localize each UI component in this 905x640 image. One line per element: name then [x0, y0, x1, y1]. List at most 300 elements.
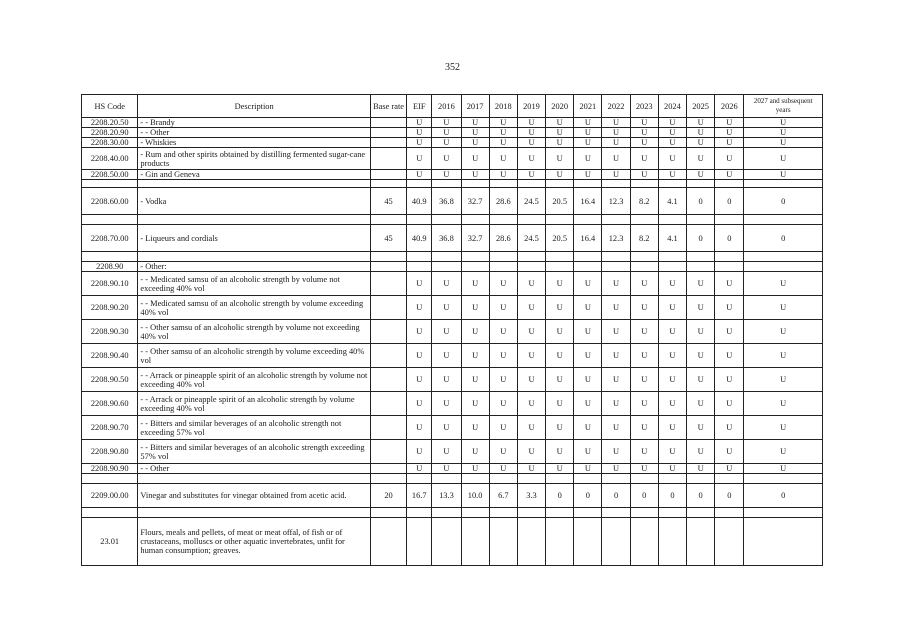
- rate-cell: U: [658, 138, 686, 148]
- rate-cell: U: [744, 272, 823, 296]
- rate-cell: U: [461, 118, 489, 128]
- rate-cell: [489, 180, 517, 188]
- rate-cell: U: [574, 118, 602, 128]
- rate-cell: U: [432, 272, 461, 296]
- rate-cell: U: [461, 344, 489, 368]
- rate-cell: [687, 518, 715, 566]
- rate-cell: [658, 518, 686, 566]
- column-header: 2026: [715, 95, 744, 118]
- rate-cell: U: [744, 344, 823, 368]
- rate-cell: 45: [370, 188, 406, 215]
- rate-cell: [432, 508, 461, 518]
- rate-cell: U: [715, 344, 744, 368]
- rate-cell: [546, 252, 574, 262]
- rate-cell: U: [546, 464, 574, 474]
- rate-cell: U: [517, 272, 545, 296]
- rate-cell: U: [630, 464, 658, 474]
- rate-cell: U: [432, 464, 461, 474]
- rate-cell: [407, 474, 432, 484]
- rate-cell: [489, 262, 517, 272]
- rate-cell: U: [461, 272, 489, 296]
- rate-cell: 0: [715, 225, 744, 252]
- rate-cell: [658, 180, 686, 188]
- rate-cell: 20.5: [546, 225, 574, 252]
- table-row: [82, 138, 823, 148]
- rate-cell: 16.4: [574, 188, 602, 215]
- rate-cell: U: [432, 416, 461, 440]
- rate-cell: [461, 215, 489, 225]
- table-row: [82, 392, 823, 416]
- rate-cell: U: [630, 128, 658, 138]
- rate-cell: U: [574, 464, 602, 474]
- rate-cell: U: [658, 392, 686, 416]
- rate-cell: U: [489, 392, 517, 416]
- rate-cell: [574, 262, 602, 272]
- rate-cell: 13.3: [432, 484, 461, 508]
- rate-cell: U: [744, 118, 823, 128]
- rate-cell: 8.2: [630, 225, 658, 252]
- rate-cell: [546, 180, 574, 188]
- rate-cell: [574, 518, 602, 566]
- rate-cell: [407, 518, 432, 566]
- rate-cell: [407, 262, 432, 272]
- rate-cell: U: [489, 464, 517, 474]
- rate-cell: U: [602, 138, 630, 148]
- rate-cell: U: [630, 392, 658, 416]
- description-cell: [138, 180, 371, 188]
- rate-cell: U: [407, 440, 432, 464]
- rate-cell: U: [489, 440, 517, 464]
- rate-cell: U: [461, 320, 489, 344]
- rate-cell: U: [432, 148, 461, 170]
- rate-cell: 0: [744, 188, 823, 215]
- rate-cell: U: [407, 128, 432, 138]
- rate-cell: 32.7: [461, 225, 489, 252]
- rate-cell: 0: [574, 484, 602, 508]
- hs-code-cell: 2208.90.20: [82, 296, 138, 320]
- column-header: 2024: [658, 95, 686, 118]
- rate-cell: [370, 138, 406, 148]
- rate-cell: U: [546, 118, 574, 128]
- rate-cell: U: [687, 320, 715, 344]
- rate-cell: U: [658, 128, 686, 138]
- rate-cell: U: [744, 392, 823, 416]
- rate-cell: U: [574, 392, 602, 416]
- rate-cell: 0: [744, 484, 823, 508]
- rate-cell: [687, 508, 715, 518]
- column-header: 2017: [461, 95, 489, 118]
- rate-cell: U: [715, 170, 744, 180]
- rate-cell: U: [658, 368, 686, 392]
- rate-cell: U: [489, 138, 517, 148]
- rate-cell: 0: [630, 484, 658, 508]
- hs-code-cell: 2208.30.00: [82, 138, 138, 148]
- rate-cell: U: [687, 440, 715, 464]
- rate-cell: U: [630, 296, 658, 320]
- rate-cell: 12.3: [602, 188, 630, 215]
- column-header: 2025: [687, 95, 715, 118]
- rate-cell: U: [602, 170, 630, 180]
- rate-cell: U: [715, 464, 744, 474]
- rate-cell: U: [432, 170, 461, 180]
- rate-cell: [407, 508, 432, 518]
- rate-cell: [370, 416, 406, 440]
- hs-code-cell: 2208.90.70: [82, 416, 138, 440]
- rate-cell: U: [546, 440, 574, 464]
- rate-cell: U: [432, 440, 461, 464]
- rate-cell: U: [546, 392, 574, 416]
- hs-code-cell: 2208.40.00: [82, 148, 138, 170]
- hs-code-cell: [82, 252, 138, 262]
- rate-cell: U: [602, 272, 630, 296]
- hs-code-cell: [82, 508, 138, 518]
- rate-cell: U: [461, 170, 489, 180]
- column-header: Base rate: [370, 95, 406, 118]
- rate-cell: U: [602, 440, 630, 464]
- rate-cell: U: [630, 148, 658, 170]
- rate-cell: [432, 518, 461, 566]
- rate-cell: U: [407, 272, 432, 296]
- table-row: [82, 416, 823, 440]
- rate-cell: U: [517, 392, 545, 416]
- description-cell: - - Other samsu of an alcoholic strength by volume exceeding 40% vol: [138, 344, 371, 368]
- rate-cell: [407, 180, 432, 188]
- rate-cell: [630, 262, 658, 272]
- hs-code-cell: 2208.90.60: [82, 392, 138, 416]
- rate-cell: [630, 252, 658, 262]
- rate-cell: U: [546, 128, 574, 138]
- rate-cell: U: [517, 440, 545, 464]
- rate-cell: U: [546, 170, 574, 180]
- rate-cell: [744, 262, 823, 272]
- rate-cell: [630, 508, 658, 518]
- rate-cell: [461, 508, 489, 518]
- rate-cell: U: [407, 148, 432, 170]
- rate-cell: 0: [546, 484, 574, 508]
- table-row: [82, 262, 823, 272]
- description-cell: - Vodka: [138, 188, 371, 215]
- rate-cell: [370, 474, 406, 484]
- rate-cell: U: [489, 416, 517, 440]
- description-cell: [138, 508, 371, 518]
- description-cell: [138, 474, 371, 484]
- rate-cell: U: [517, 170, 545, 180]
- hs-code-cell: 2209.00.00: [82, 484, 138, 508]
- column-header: 2018: [489, 95, 517, 118]
- column-header: HS Code: [82, 95, 138, 118]
- rate-cell: [517, 474, 545, 484]
- rate-cell: [517, 215, 545, 225]
- rate-cell: [658, 262, 686, 272]
- rate-cell: U: [489, 148, 517, 170]
- rate-cell: [574, 474, 602, 484]
- hs-code-cell: 2208.70.00: [82, 225, 138, 252]
- rate-cell: U: [715, 272, 744, 296]
- rate-cell: U: [602, 148, 630, 170]
- table-row: [82, 215, 823, 225]
- description-cell: - - Other: [138, 128, 371, 138]
- rate-cell: [687, 215, 715, 225]
- description-cell: - - Arrack or pineapple spirit of an alcoholic strength by volume not exceeding 40% vol: [138, 368, 371, 392]
- rate-cell: [715, 180, 744, 188]
- rate-cell: [370, 215, 406, 225]
- description-cell: [138, 215, 371, 225]
- rate-cell: [517, 180, 545, 188]
- hs-code-cell: 2208.90.30: [82, 320, 138, 344]
- rate-cell: U: [517, 416, 545, 440]
- rate-cell: U: [407, 118, 432, 128]
- rate-cell: U: [658, 440, 686, 464]
- column-header: 2023: [630, 95, 658, 118]
- rate-cell: U: [461, 296, 489, 320]
- description-cell: Vinegar and substitutes for vinegar obtained from acetic acid.: [138, 484, 371, 508]
- rate-cell: U: [407, 296, 432, 320]
- rate-cell: U: [602, 296, 630, 320]
- table-row: [82, 148, 823, 170]
- table-row: [82, 464, 823, 474]
- rate-cell: [687, 252, 715, 262]
- rate-cell: U: [489, 128, 517, 138]
- rate-cell: [658, 252, 686, 262]
- rate-cell: [630, 474, 658, 484]
- rate-cell: [744, 518, 823, 566]
- rate-cell: [370, 368, 406, 392]
- rate-cell: U: [630, 272, 658, 296]
- rate-cell: U: [687, 296, 715, 320]
- rate-cell: U: [432, 138, 461, 148]
- rate-cell: [574, 508, 602, 518]
- rate-cell: U: [517, 296, 545, 320]
- column-header: EIF: [407, 95, 432, 118]
- rate-cell: 36.8: [432, 225, 461, 252]
- rate-cell: [715, 252, 744, 262]
- rate-cell: [370, 518, 406, 566]
- rate-cell: [574, 180, 602, 188]
- rate-cell: U: [687, 344, 715, 368]
- hs-code-cell: 2208.20.90: [82, 128, 138, 138]
- rate-cell: U: [517, 344, 545, 368]
- rate-cell: [630, 215, 658, 225]
- rate-cell: 20.5: [546, 188, 574, 215]
- rate-cell: U: [517, 148, 545, 170]
- rate-cell: [517, 262, 545, 272]
- rate-cell: [407, 215, 432, 225]
- rate-cell: U: [602, 416, 630, 440]
- rate-cell: U: [461, 368, 489, 392]
- table-row: [82, 368, 823, 392]
- rate-cell: U: [715, 296, 744, 320]
- rate-cell: [744, 508, 823, 518]
- rate-cell: [489, 508, 517, 518]
- rate-cell: U: [517, 368, 545, 392]
- rate-cell: U: [687, 118, 715, 128]
- rate-cell: U: [546, 148, 574, 170]
- rate-cell: U: [630, 138, 658, 148]
- table-row: [82, 128, 823, 138]
- rate-cell: U: [489, 368, 517, 392]
- rate-cell: U: [407, 344, 432, 368]
- rate-cell: 20: [370, 484, 406, 508]
- rate-cell: [630, 518, 658, 566]
- table-row: [82, 320, 823, 344]
- rate-cell: U: [432, 118, 461, 128]
- rate-cell: U: [602, 464, 630, 474]
- rate-cell: U: [407, 416, 432, 440]
- rate-cell: [715, 474, 744, 484]
- rate-cell: U: [432, 344, 461, 368]
- rate-cell: [546, 215, 574, 225]
- rate-cell: [407, 252, 432, 262]
- rate-cell: U: [744, 296, 823, 320]
- hs-code-cell: 2208.90.10: [82, 272, 138, 296]
- rate-cell: U: [687, 148, 715, 170]
- description-cell: - Rum and other spirits obtained by distilling fermented sugar-cane products: [138, 148, 371, 170]
- rate-cell: 0: [687, 225, 715, 252]
- rate-cell: U: [715, 118, 744, 128]
- rate-cell: [658, 474, 686, 484]
- rate-cell: U: [432, 392, 461, 416]
- table-row: [82, 272, 823, 296]
- rate-cell: [658, 215, 686, 225]
- rate-cell: U: [432, 368, 461, 392]
- rate-cell: U: [432, 128, 461, 138]
- rate-cell: U: [744, 464, 823, 474]
- rate-cell: [744, 215, 823, 225]
- rate-cell: U: [602, 392, 630, 416]
- rate-cell: 16.4: [574, 225, 602, 252]
- description-cell: - Whiskies: [138, 138, 371, 148]
- rate-cell: U: [658, 344, 686, 368]
- rate-cell: [489, 215, 517, 225]
- description-cell: - - Other: [138, 464, 371, 474]
- rate-cell: [489, 252, 517, 262]
- rate-cell: [687, 262, 715, 272]
- rate-cell: [370, 440, 406, 464]
- rate-cell: [744, 180, 823, 188]
- rate-cell: 10.0: [461, 484, 489, 508]
- rate-cell: U: [658, 148, 686, 170]
- rate-cell: U: [715, 392, 744, 416]
- rate-cell: U: [687, 368, 715, 392]
- rate-cell: U: [687, 464, 715, 474]
- description-cell: - - Medicated samsu of an alcoholic strength by volume not exceeding 40% vol: [138, 272, 371, 296]
- rate-cell: U: [630, 118, 658, 128]
- column-header: Description: [138, 95, 371, 118]
- rate-cell: U: [602, 320, 630, 344]
- rate-cell: 28.6: [489, 188, 517, 215]
- rate-cell: U: [744, 148, 823, 170]
- hs-code-cell: 23.01: [82, 518, 138, 566]
- rate-cell: 45: [370, 225, 406, 252]
- table-row: [82, 518, 823, 566]
- rate-cell: U: [602, 118, 630, 128]
- rate-cell: U: [407, 464, 432, 474]
- rate-cell: U: [489, 170, 517, 180]
- rate-cell: U: [687, 392, 715, 416]
- rate-cell: U: [658, 272, 686, 296]
- rate-cell: 0: [744, 225, 823, 252]
- column-header: 2022: [602, 95, 630, 118]
- column-header: 2016: [432, 95, 461, 118]
- rate-cell: 28.6: [489, 225, 517, 252]
- rate-cell: U: [630, 170, 658, 180]
- table-row: [82, 440, 823, 464]
- rate-cell: U: [715, 440, 744, 464]
- rate-cell: U: [407, 392, 432, 416]
- column-header: 2019: [517, 95, 545, 118]
- rate-cell: [715, 508, 744, 518]
- rate-cell: U: [602, 128, 630, 138]
- description-cell: Flours, meals and pellets, of meat or meat offal, of fish or of crustaceans, molluscs or other aquatic invertebrates, unfit for human consumption; greaves.: [138, 518, 371, 566]
- description-cell: - - Bitters and similar beverages of an alcoholic strength not exceeding 57% vol: [138, 416, 371, 440]
- rate-cell: U: [715, 138, 744, 148]
- rate-cell: 4.1: [658, 225, 686, 252]
- rate-cell: U: [574, 440, 602, 464]
- rate-cell: [432, 180, 461, 188]
- description-cell: [138, 252, 371, 262]
- description-cell: - - Arrack or pineapple spirit of an alcoholic strength by volume exceeding 40% vol: [138, 392, 371, 416]
- rate-cell: U: [630, 344, 658, 368]
- rate-cell: [602, 252, 630, 262]
- rate-cell: U: [658, 296, 686, 320]
- rate-cell: U: [744, 128, 823, 138]
- rate-cell: U: [715, 368, 744, 392]
- table-header: [82, 95, 823, 118]
- hs-code-cell: 2208.90.80: [82, 440, 138, 464]
- description-cell: - - Other samsu of an alcoholic strength by volume not exceeding 40% vol: [138, 320, 371, 344]
- rate-cell: [370, 508, 406, 518]
- rate-cell: 0: [687, 484, 715, 508]
- rate-cell: [370, 170, 406, 180]
- description-cell: - Other:: [138, 262, 371, 272]
- rate-cell: [461, 262, 489, 272]
- rate-cell: [432, 252, 461, 262]
- rate-cell: [370, 320, 406, 344]
- rate-cell: U: [658, 170, 686, 180]
- rate-cell: 24.5: [517, 188, 545, 215]
- rate-cell: U: [546, 344, 574, 368]
- rate-cell: U: [407, 320, 432, 344]
- table-row: [82, 252, 823, 262]
- description-cell: - - Brandy: [138, 118, 371, 128]
- rate-cell: U: [658, 464, 686, 474]
- rate-cell: U: [517, 128, 545, 138]
- rate-cell: U: [461, 138, 489, 148]
- rate-cell: U: [687, 416, 715, 440]
- rate-cell: U: [489, 344, 517, 368]
- table-row: [82, 474, 823, 484]
- table-row: [82, 170, 823, 180]
- rate-cell: U: [744, 440, 823, 464]
- rate-cell: U: [574, 296, 602, 320]
- rate-cell: U: [744, 416, 823, 440]
- rate-cell: U: [630, 320, 658, 344]
- table-row: [82, 225, 823, 252]
- hs-code-cell: [82, 474, 138, 484]
- rate-cell: [602, 180, 630, 188]
- table-row: [82, 118, 823, 128]
- rate-cell: U: [489, 118, 517, 128]
- rate-cell: U: [407, 138, 432, 148]
- rate-cell: [517, 508, 545, 518]
- rate-cell: U: [546, 416, 574, 440]
- rate-cell: 0: [658, 484, 686, 508]
- rate-cell: [687, 474, 715, 484]
- rate-cell: U: [461, 416, 489, 440]
- rate-cell: U: [517, 118, 545, 128]
- hs-code-cell: [82, 180, 138, 188]
- rate-cell: U: [574, 138, 602, 148]
